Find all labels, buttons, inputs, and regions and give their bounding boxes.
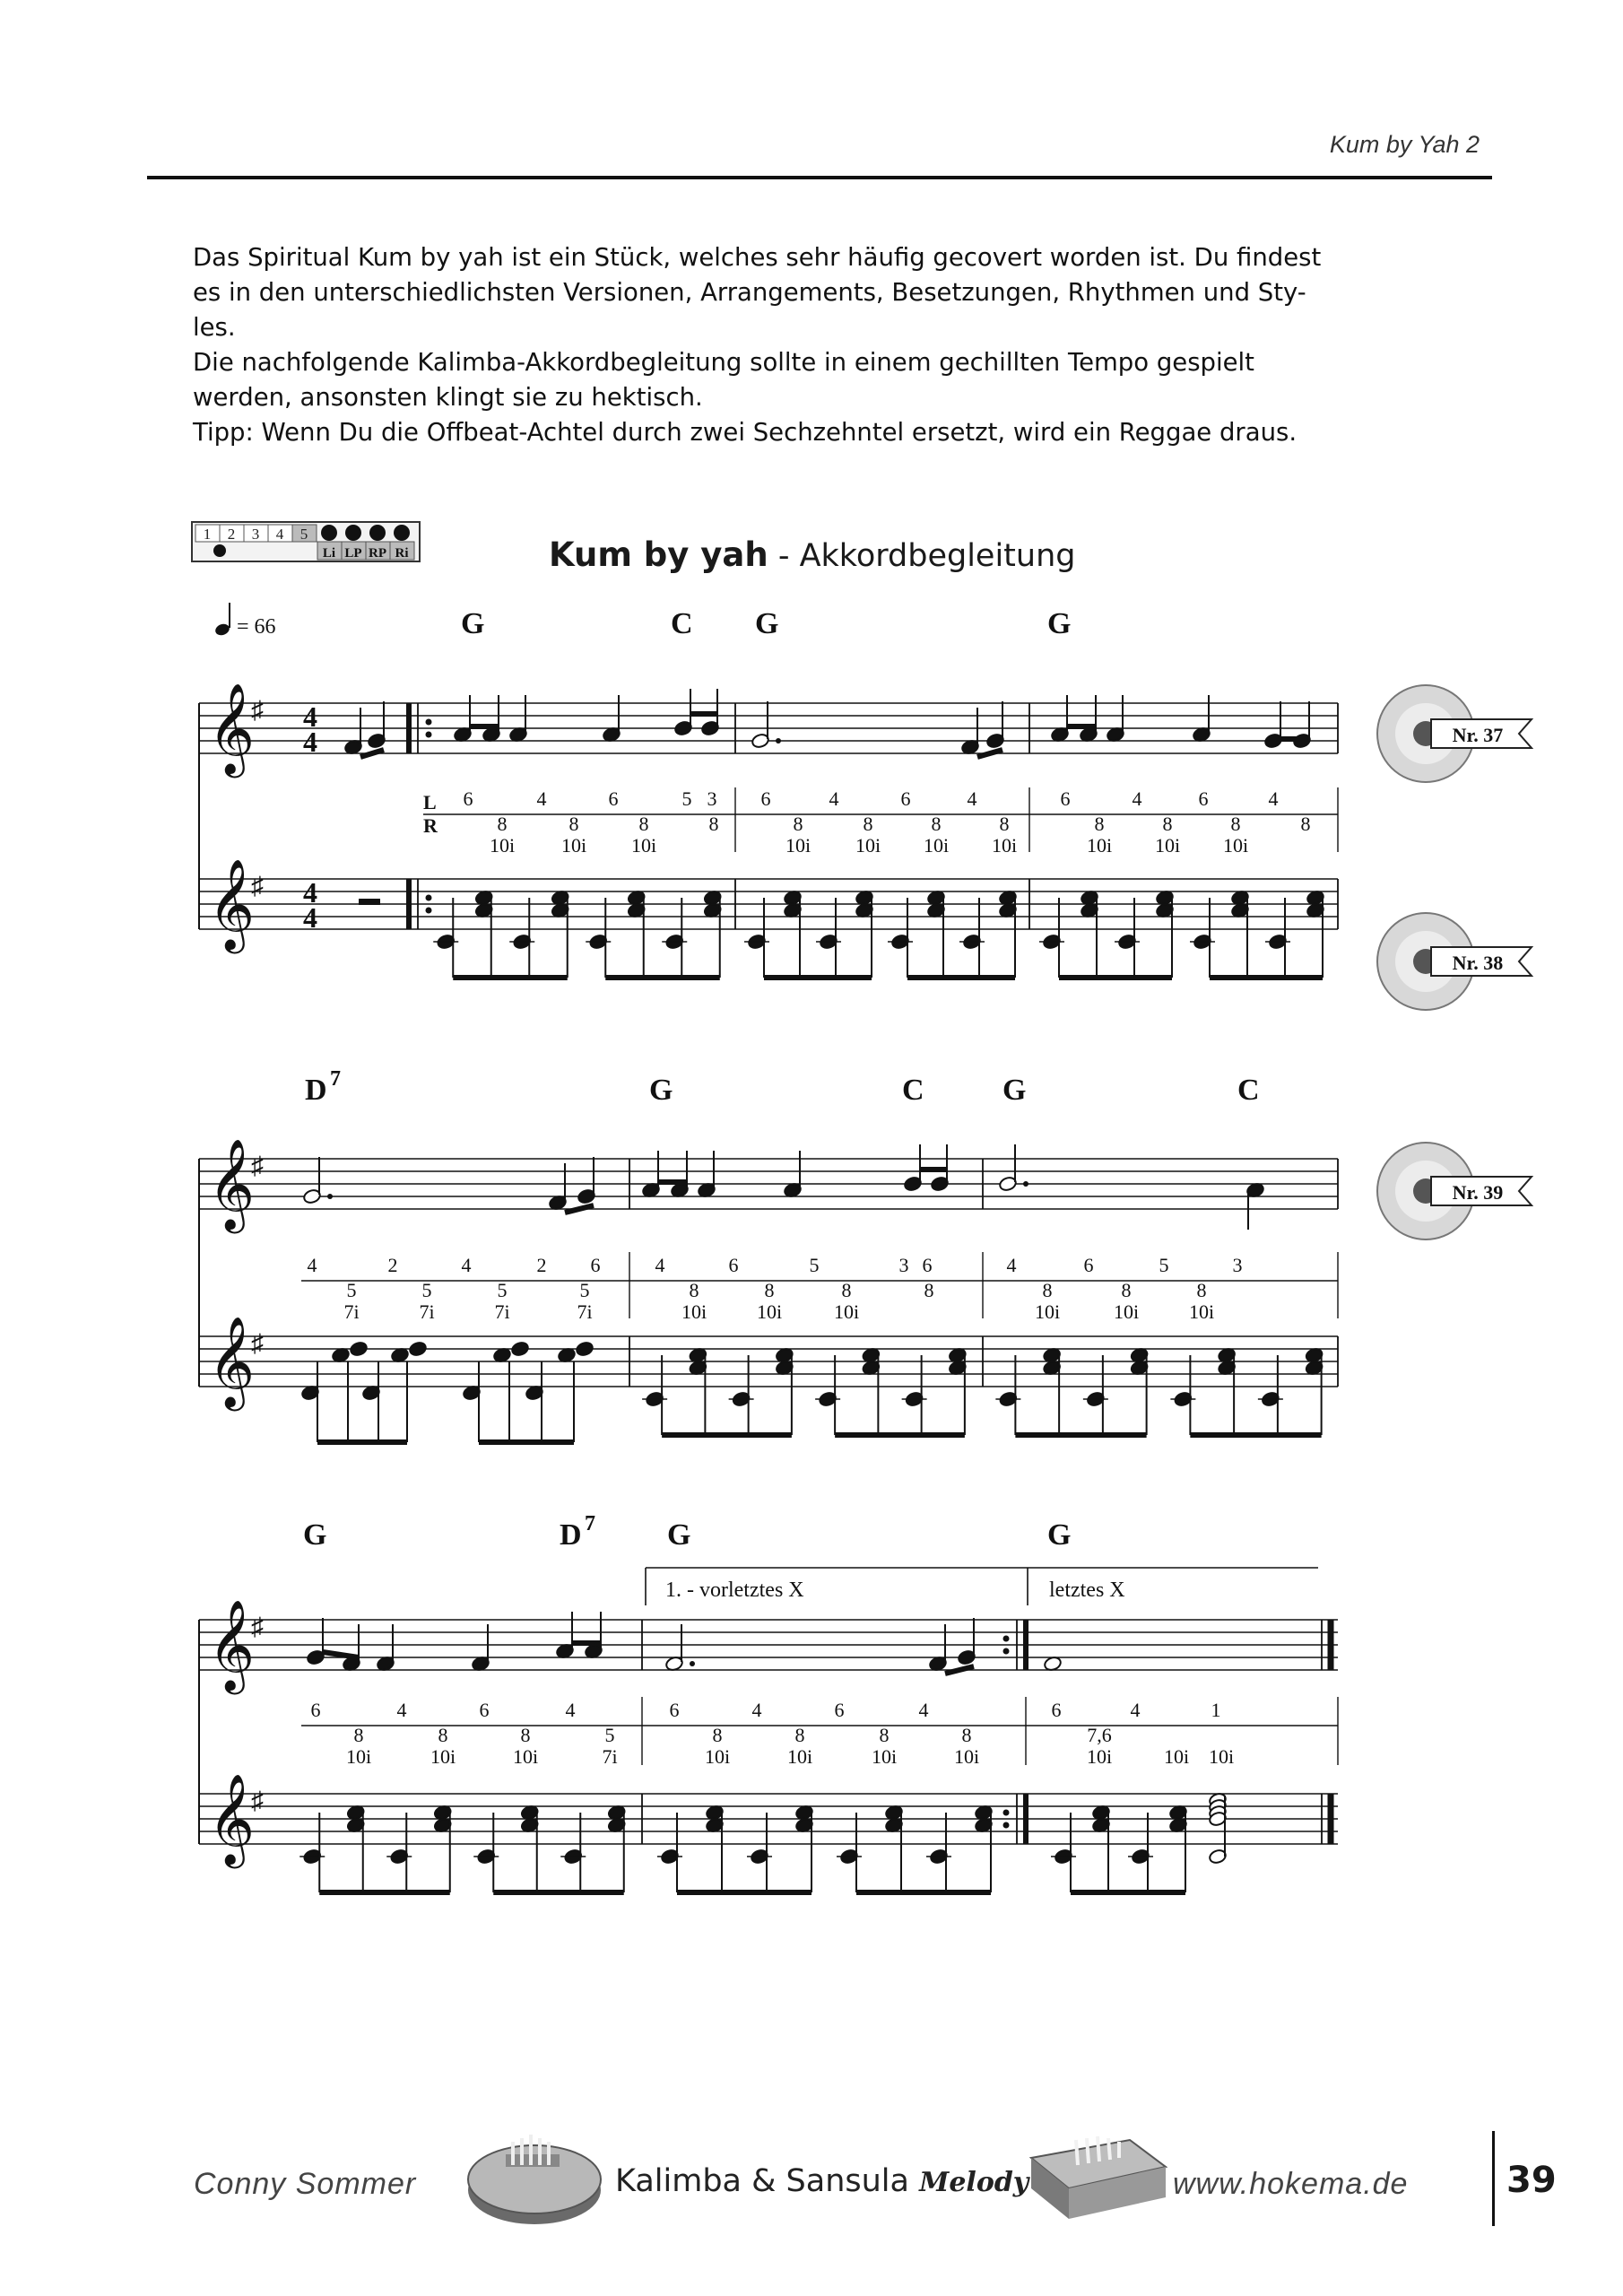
footer-book-title — [615, 2163, 1028, 2199]
intro-line: Das Spiritual Kum by yah ist ein Stück, welches sehr häufig gecovert worden ist. Du findest — [193, 243, 1322, 272]
tab-number: 5 — [346, 1279, 357, 1301]
tab-number: 8 — [568, 813, 579, 835]
beam — [945, 1666, 974, 1674]
tab-number: 5 — [421, 1279, 432, 1301]
tab-number: 8 — [924, 1279, 934, 1301]
tab-number: 10i — [785, 834, 812, 857]
tab-number: 4 — [967, 787, 977, 810]
chord-symbol: G — [755, 607, 779, 640]
volta-label-2: letztes X — [1049, 1578, 1125, 1602]
tab-number: 6 — [479, 1699, 490, 1721]
dot — [1023, 1181, 1028, 1187]
repeat-dot — [1003, 1648, 1010, 1655]
half-rest — [359, 899, 380, 905]
repeat-dot — [426, 732, 432, 738]
fingering-number: 1 — [203, 526, 212, 543]
tab-number: 8 — [961, 1724, 972, 1746]
tab-number: 3 — [898, 1254, 909, 1276]
tab-left-label: L — [423, 791, 437, 813]
intro-line: es in den unterschiedlichsten Versionen, Arrangements, Besetzungen, Rhythmen und Sty- — [193, 278, 1306, 307]
tab-number: 6 — [1198, 787, 1209, 810]
key-signature-sharp: ♯ — [251, 1613, 264, 1641]
tab-number: 10i — [1034, 1300, 1061, 1323]
tab-number: 10i — [833, 1300, 860, 1323]
intro-line: Die nachfolgende Kalimba-Akkordbegleitung sollte in einem gechillten Tempo gespielt — [193, 348, 1254, 377]
tab-number: 5 — [497, 1279, 508, 1301]
repeat-dot — [426, 719, 432, 726]
notehead — [408, 1341, 427, 1357]
key-signature-sharp: ♯ — [251, 873, 264, 900]
hand-label: Li — [322, 546, 336, 561]
song-subtitle: - Akkordbegleitung — [768, 538, 1076, 574]
tab-number: 4 — [751, 1699, 762, 1721]
tab-number: 4 — [461, 1254, 472, 1276]
chord-symbol: C — [671, 607, 693, 640]
tab-number: 8 — [638, 813, 649, 835]
time-sig-bottom: 4 — [303, 726, 317, 758]
tab-number: 8 — [712, 1724, 723, 1746]
tab-number: 7i — [343, 1300, 360, 1323]
tab-number: 10i — [756, 1300, 783, 1323]
tab-number: 10i — [1113, 1300, 1140, 1323]
track-label: Nr. 38 — [1452, 952, 1504, 974]
hand-label: Ri — [395, 546, 409, 561]
cd-track-badge — [1377, 1143, 1532, 1239]
tab-number: 10i — [512, 1745, 539, 1768]
tab-number: 10i — [871, 1745, 898, 1768]
tab-number: 5 — [604, 1724, 615, 1746]
tab-number: 4 — [536, 787, 547, 810]
fingering-number: 4 — [275, 526, 284, 543]
tab-number: 8 — [931, 813, 942, 835]
tab-number: 2 — [387, 1254, 398, 1276]
tab-number: 7i — [577, 1300, 593, 1323]
dot — [776, 738, 781, 744]
footer-author: Conny Sommer — [194, 2167, 417, 2201]
chord-symbol: C — [1237, 1074, 1260, 1107]
tab-number: 10i — [1086, 1745, 1113, 1768]
notehead — [510, 1341, 529, 1357]
treble-clef-icon: 𝄞 — [208, 686, 256, 773]
tab-number: 6 — [463, 787, 473, 810]
tab-number: 10i — [560, 834, 587, 857]
tab-number: 8 — [1094, 813, 1105, 835]
tab-number: 10i — [430, 1745, 456, 1768]
chord-symbol: G — [667, 1518, 691, 1552]
tab-number: 2 — [536, 1254, 547, 1276]
tab-number: 7i — [419, 1300, 435, 1323]
tab-number: 4 — [1132, 787, 1142, 810]
tab-number: 8 — [863, 813, 873, 835]
key-signature-sharp: ♯ — [251, 1152, 264, 1180]
page-number: 39 — [1506, 2160, 1557, 2201]
tab-number: 10i — [345, 1745, 372, 1768]
chord-symbol: G — [1002, 1074, 1027, 1107]
tab-number: 8 — [1230, 813, 1241, 835]
fingering-number: 3 — [251, 526, 260, 543]
repeat-dot — [1003, 1810, 1010, 1816]
treble-clef-icon: 𝄞 — [208, 1319, 256, 1406]
intro-line: werden, ansonsten klingt sie zu hektisch. — [193, 383, 703, 412]
tab-number: 4 — [565, 1699, 576, 1721]
tab-number: 7i — [494, 1300, 510, 1323]
tab-number: 6 — [1083, 1254, 1094, 1276]
key-signature-sharp: ♯ — [251, 697, 264, 725]
tab-number: 8 — [1121, 1279, 1132, 1301]
tab-number: 3 — [707, 787, 717, 810]
tab-number: 8 — [841, 1279, 852, 1301]
chord-superscript: 7 — [330, 1067, 341, 1091]
notehead — [575, 1341, 594, 1357]
tab-number: 6 — [922, 1254, 933, 1276]
time-sig-top: 4 — [303, 876, 317, 909]
kalimba-oval-image — [463, 2115, 606, 2231]
tab-number: 4 — [396, 1699, 407, 1721]
tab-number: 8 — [1042, 1279, 1053, 1301]
tab-number: 10i — [681, 1300, 707, 1323]
repeat-dot — [1003, 1636, 1010, 1642]
tab-number: 5 — [579, 1279, 590, 1301]
tab-number: 8 — [438, 1724, 448, 1746]
tab-number: 5 — [681, 787, 692, 810]
beam — [360, 750, 384, 757]
volta-label-1: 1. - vorletztes X — [665, 1578, 804, 1602]
tempo-mark: = 66 — [237, 615, 276, 639]
tab-number: 6 — [1060, 787, 1071, 810]
tab-right-label: R — [423, 814, 438, 837]
repeat-dot — [1003, 1822, 1010, 1829]
tab-number: 6 — [1051, 1699, 1062, 1721]
chord-symbol: G — [303, 1518, 327, 1552]
chord-superscript: 7 — [585, 1512, 595, 1535]
repeat-dot — [426, 895, 432, 901]
tab-number: 10i — [630, 834, 657, 857]
hand-label: RP — [369, 546, 386, 561]
chord-symbol: G — [461, 607, 485, 640]
tab-number: 6 — [669, 1699, 680, 1721]
track-label: Nr. 37 — [1452, 724, 1504, 746]
beam — [565, 1205, 594, 1213]
tab-number: 4 — [1130, 1699, 1141, 1721]
tab-number: 10i — [704, 1745, 731, 1768]
tab-number: 10i — [855, 834, 881, 857]
quarter-note-icon — [213, 622, 230, 638]
treble-clef-icon: 𝄞 — [208, 862, 256, 949]
tab-number: 8 — [794, 1724, 805, 1746]
chord-symbol: D — [305, 1074, 327, 1107]
intro-line: les. — [193, 313, 236, 342]
chord-symbol: C — [902, 1074, 924, 1107]
tab-number: 8 — [689, 1279, 699, 1301]
tab-number: 8 — [764, 1279, 775, 1301]
tab-number: 10i — [1086, 834, 1113, 857]
tab-number: 8 — [1162, 813, 1173, 835]
cd-track-badge — [1377, 913, 1532, 1010]
tab-number: 6 — [760, 787, 771, 810]
tab-number: 8 — [793, 813, 803, 835]
tab-number: 8 — [879, 1724, 890, 1746]
tab-number: 1 — [1211, 1699, 1221, 1721]
chord-symbol: G — [1047, 1518, 1072, 1552]
tab-number: 5 — [809, 1254, 820, 1276]
chord-symbol: G — [1047, 607, 1072, 640]
kalimba-box-image — [1022, 2113, 1175, 2230]
book-melody: Melody — [919, 2167, 1029, 2198]
footer-divider — [1492, 2131, 1495, 2226]
tab-number: 7i — [602, 1745, 618, 1768]
tab-number: 4 — [1006, 1254, 1017, 1276]
cd-track-badge — [1377, 685, 1532, 782]
running-title: Kum by Yah 2 — [1329, 131, 1480, 158]
tab-number: 3 — [1232, 1254, 1243, 1276]
treble-clef-icon: 𝄞 — [208, 1142, 256, 1229]
key-signature-sharp: ♯ — [251, 1787, 264, 1815]
notehead — [349, 1341, 368, 1357]
treble-clef-icon: 𝄞 — [208, 1603, 256, 1690]
song-title-main: Kum by yah — [549, 535, 768, 574]
hand-label: LP — [344, 546, 362, 561]
tab-number: 8 — [497, 813, 508, 835]
tab-number: 10i — [991, 834, 1018, 857]
tab-number: 10i — [923, 834, 950, 857]
tab-number: 10i — [489, 834, 516, 857]
tab-number: 6 — [608, 787, 619, 810]
tab-number: 8 — [1196, 1279, 1207, 1301]
tab-number: 8 — [999, 813, 1010, 835]
tab-number: 4 — [307, 1254, 317, 1276]
tab-number: 6 — [728, 1254, 739, 1276]
tab-number: 10i — [1208, 1745, 1235, 1768]
repeat-dot — [426, 908, 432, 914]
time-sig-top: 4 — [303, 700, 317, 733]
tab-number: 8 — [708, 813, 719, 835]
tab-number: 10i — [1163, 1745, 1190, 1768]
beam — [977, 750, 1002, 757]
dot — [690, 1661, 695, 1666]
dot — [327, 1194, 333, 1199]
tab-number: 5 — [1159, 1254, 1169, 1276]
treble-clef-icon: 𝄞 — [208, 1777, 256, 1864]
tab-number: 6 — [310, 1699, 321, 1721]
chord-symbol: G — [649, 1074, 673, 1107]
fingering-number: 5 — [299, 526, 308, 543]
fingering-number: 2 — [227, 526, 236, 543]
tab-number: 10i — [953, 1745, 980, 1768]
beam — [323, 1652, 359, 1657]
tab-number: 6 — [590, 1254, 601, 1276]
chord-symbol: D — [560, 1518, 582, 1552]
time-sig-bottom: 4 — [303, 901, 317, 934]
key-signature-sharp: ♯ — [251, 1330, 264, 1358]
tab-number: 6 — [900, 787, 911, 810]
book-title: Kalimba & Sansula — [615, 2163, 909, 2199]
track-label: Nr. 39 — [1452, 1181, 1504, 1204]
tab-number: 4 — [918, 1699, 929, 1721]
footer-url[interactable]: www.hokema.de — [1173, 2167, 1409, 2201]
tab-number: 8 — [1300, 813, 1311, 835]
tab-number: 10i — [786, 1745, 813, 1768]
tab-number: 4 — [655, 1254, 665, 1276]
tab-number: 7,6 — [1087, 1724, 1112, 1746]
tab-number: 10i — [1188, 1300, 1215, 1323]
tab-number: 4 — [1268, 787, 1279, 810]
tab-number: 8 — [353, 1724, 364, 1746]
tab-number: 10i — [1222, 834, 1249, 857]
tab-number: 4 — [829, 787, 839, 810]
tab-number: 10i — [1154, 834, 1181, 857]
intro-line: Tipp: Wenn Du die Offbeat-Achtel durch zwei Sechzehntel ersetzt, wird ein Reggae draus. — [193, 418, 1298, 447]
tab-number: 8 — [520, 1724, 531, 1746]
tab-number: 6 — [834, 1699, 845, 1721]
